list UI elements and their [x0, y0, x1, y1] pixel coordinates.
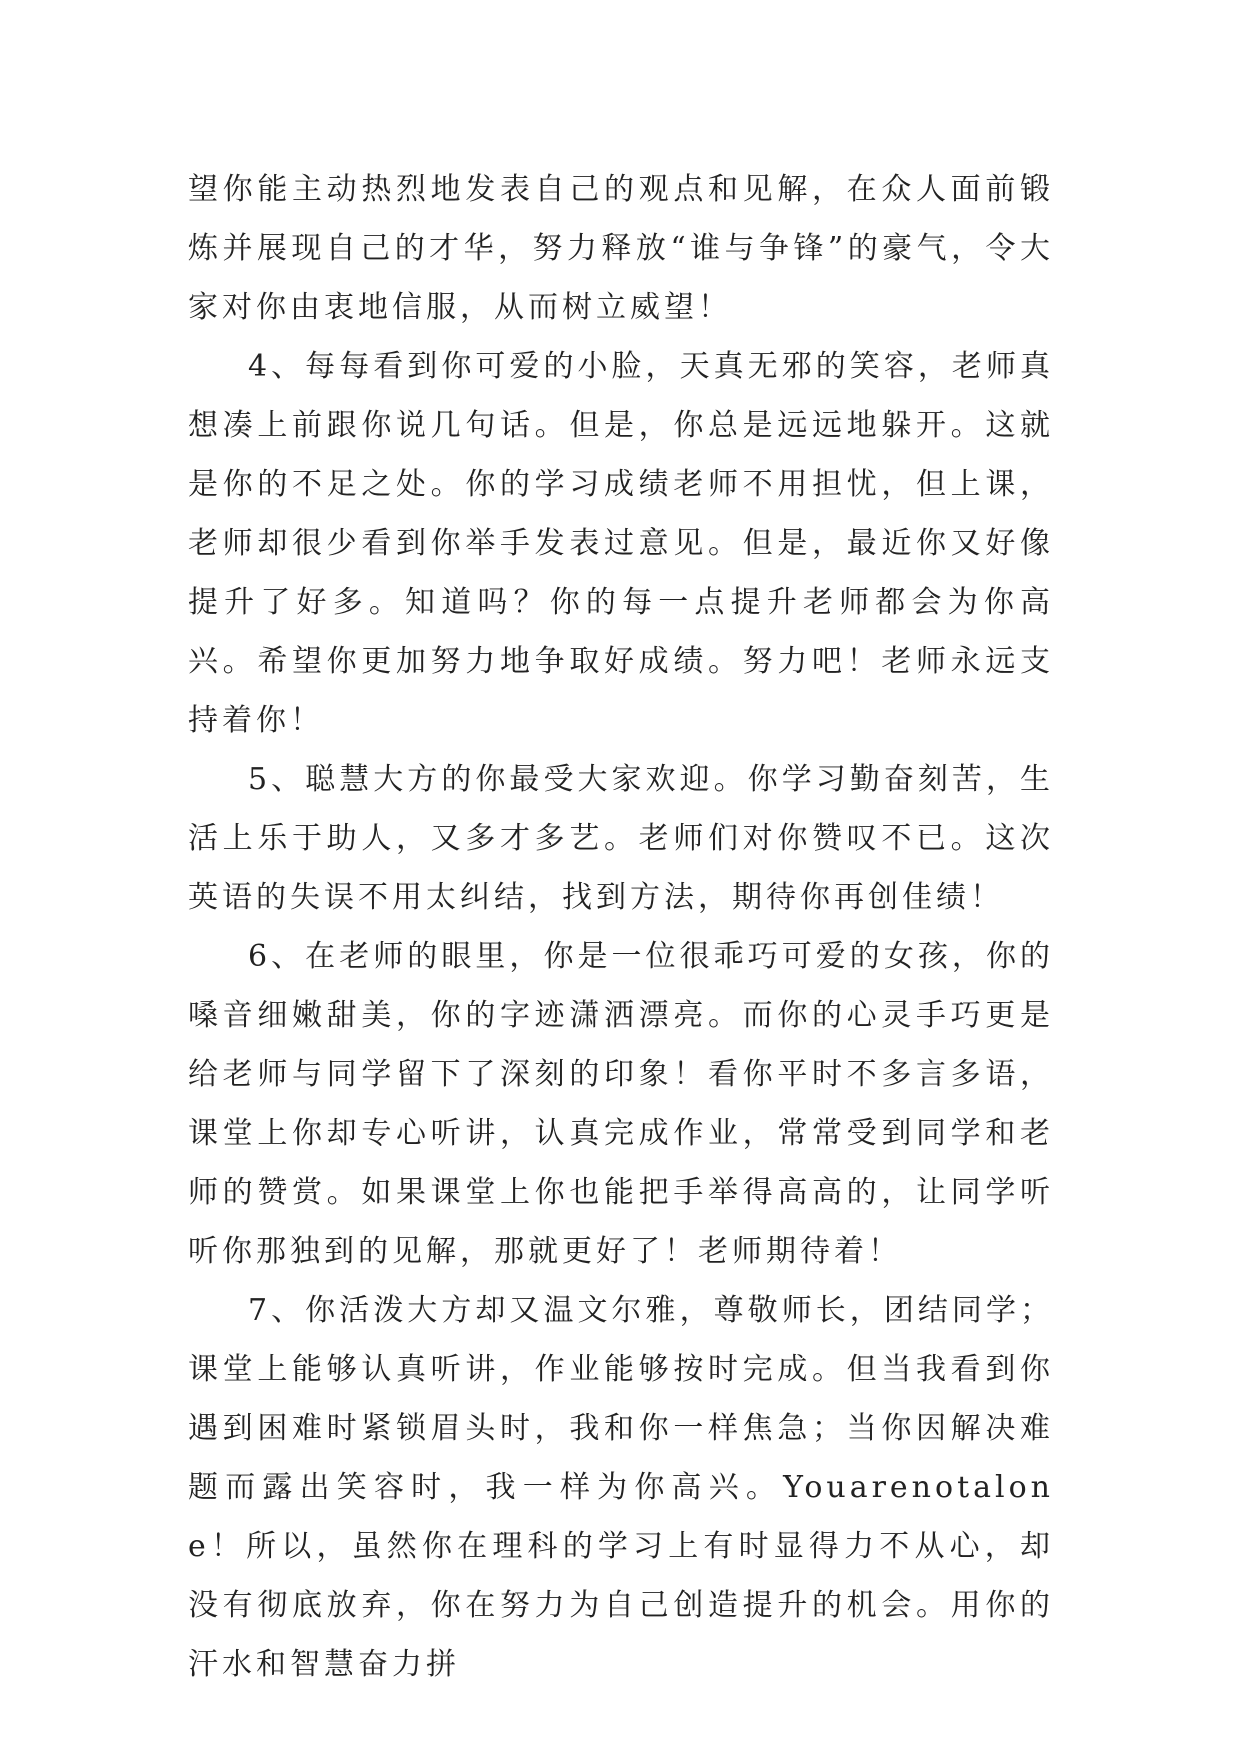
document-page: [188, 160, 1054, 1694]
paragraph-continuation: 望你能主动热烈地发表自己的观点和见解，在众人面前锻炼并展现自己的才华，努力释放“谁与争锋”的豪气，令大家对你由衷地信服，从而树立威望！: [188, 172, 1054, 325]
paragraph-comment-7: 7、你活泼大方却又温文尔雅，尊敬师长，团结同学；课堂上能够认真听讲，作业能够按时完成。但当我看到你遇到困难时紧锁眉头时，我和你一样焦急；当你因解决难题而露出笑容时，我一样为你高兴。Youarenotalone！所以，虽然你在理科的学习上有时显得力不从心，却没有彻底放弃，你在努力为自己创造提升的机会。用你的汗水和智慧奋力拼: [188, 1293, 1054, 1682]
paragraph-comment-5: 5、聪慧大方的你最受大家欢迎。你学习勤奋刻苦，生活上乐于助人，又多才多艺。老师们对你赞叹不已。这次英语的失误不用太纠结，找到方法，期待你再创佳绩！: [188, 762, 1054, 915]
paragraph-comment-6: 6、在老师的眼里，你是一位很乖巧可爱的女孩，你的嗓音细嫩甜美，你的字迹潇洒漂亮。而你的心灵手巧更是给老师与同学留下了深刻的印象！看你平时不多言多语，课堂上你却专心听讲，认真完成作业，常常受到同学和老师的赞赏。如果课堂上你也能把手举得高高的，让同学听听你那独到的见解，那就更好了！老师期待着！: [188, 939, 1054, 1269]
paragraph-comment-4: 4、每每看到你可爱的小脸，天真无邪的笑容，老师真想凑上前跟你说几句话。但是，你总是远远地躲开。这就是你的不足之处。你的学习成绩老师不用担忧，但上课，老师却很少看到你举手发表过意见。但是，最近你又好像提升了好多。知道吗？你的每一点提升老师都会为你高兴。希望你更加努力地争取好成绩。努力吧！老师永远支持着你！: [188, 349, 1054, 738]
